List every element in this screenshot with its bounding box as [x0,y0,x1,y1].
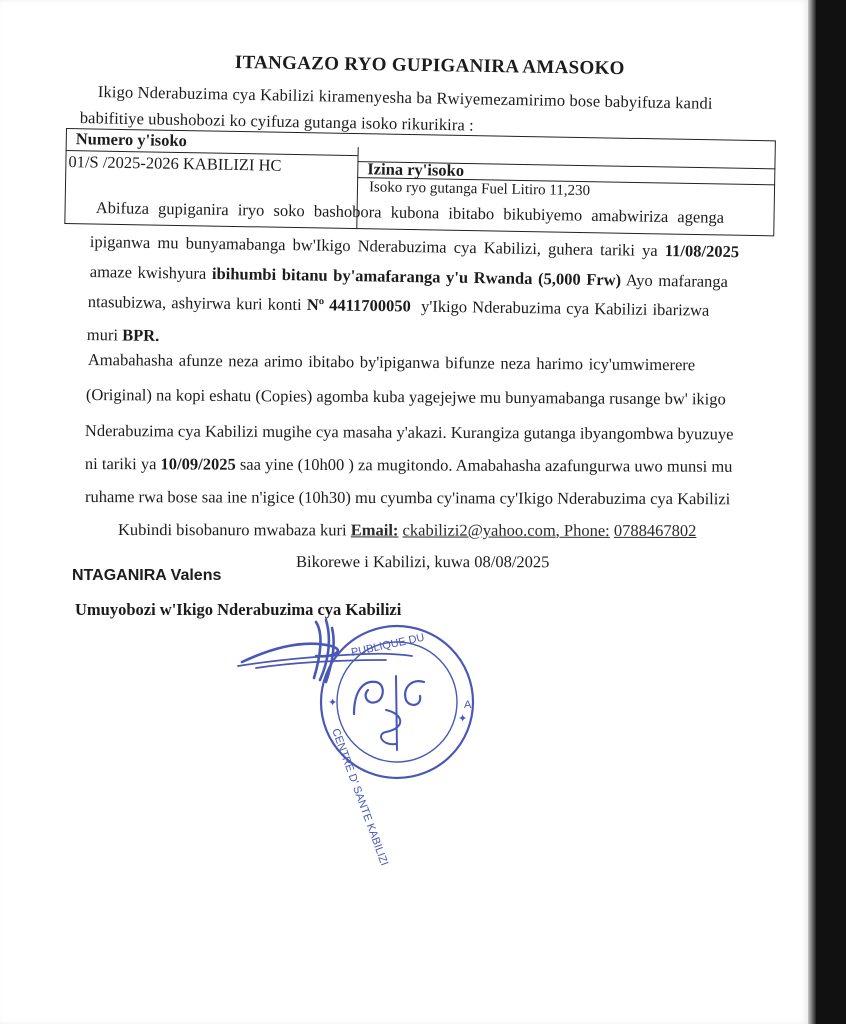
paragraph-2-line-4 [85,454,733,477]
paragraph-text: saa yine (10h00 ) za mugitondo. Amabahasha azafungurwa uwo munsi mu [239,454,733,476]
screen-right-border [808,0,846,1024]
stamp-star-icon: ✦ [458,713,468,725]
tender-name-cell: Isoko ryo gutanga Fuel Litiro 11,230 [368,179,591,200]
paragraph-text: ipiganwa mu bunyamabanga bw'Ikigo Nderabuzima cya Kabilizi, guhera tariki ya [89,232,658,260]
stamp-star-icon: ✦ [328,697,338,709]
paragraph-1-line-3 [90,262,728,292]
phone-label: , Phone: [555,520,610,540]
intro-line-1: Ikigo Nderabuzima cya Kabilizi kiramenyesha ba Rwiyemezamirimo bose babyifuza kandi [97,82,713,113]
phone-number[interactable]: 0788467802 [613,520,697,541]
signatory-title: Umuyobozi w'Ikigo Nderabuzima cya Kabilizi [75,600,402,619]
email-label: Email: [350,520,399,540]
email-link[interactable]: ckabilizi2@yahoo.com [402,520,556,540]
stamp-text: PUBLIQUE DU [350,631,426,659]
stamp-text: CENTRE D' SANTE KABILIZI [329,726,391,868]
stamp-text: A [464,699,472,711]
contact-prefix: Kubindi bisobanuro mwabaza kuri [117,520,347,540]
paragraph-text: ntasubizwa, ashyirwa kuri konti [87,292,302,314]
border-shade [808,0,816,1024]
signature-strokes [242,620,338,682]
paragraph-text: ni tariki ya [84,454,157,474]
paragraph-1-line-5 [87,325,160,346]
fee-amount: ibihumbi bitanu by'amafaranga y'u Rwanda (5,000 Frw) [211,263,622,290]
table-header-number: Numero y'isoko [75,129,188,151]
paragraph-text: y'Ikigo Nderabuzima cya Kabilizi ibarizwa [410,296,710,320]
table-header-name: Izina ry'isoko [367,159,465,180]
caduceus-staff-icon [381,676,400,750]
account-number: Nº 4411700050 [306,295,411,316]
paragraph-text: muri [86,325,119,345]
document-title: ITANGAZO RYO GUPIGANIRA AMASOKO [234,52,625,80]
deadline-date: 10/09/2025 [160,454,236,474]
bank-name: BPR. [122,325,160,346]
paragraph-2-line-5: ruhame rwa bose saa ine n'igice (10h30) mu cyumba cy'inama cy'Ikigo Nderabuzima cya Kabilizi [84,487,731,509]
paragraph-1-line-2 [90,232,739,262]
paragraph-text: amaze kwishyura [89,262,207,283]
paragraph-2-line-2: (Original) na kopi eshatu (Copies) agomba kuba yagejejwe mu bunyamabanga rusange bw' ikigo [85,385,726,409]
start-date: 11/08/2025 [664,241,740,262]
official-stamp-and-signature [236,610,500,868]
paragraph-text: Ayo mafaranga [625,270,729,292]
tender-number-cell: 01/S /2025-2026 KABILIZI HC [68,152,282,175]
caduceus-snakes-icon [354,681,424,714]
paragraph-1-line-1: Abifuza gupiganira iryo soko bashobora kubona ibitabo bikubiyemo amabwiriza agenga [95,198,725,227]
date-place-line: Bikorewe i Kabilizi, kuwa 08/08/2025 [295,552,550,572]
contact-line [118,520,696,541]
intro-line-2: babifitiye ubushobozi ko cyifuza gutanga isoko rikurikira : [79,108,474,135]
paragraph-1-line-4 [88,292,710,321]
paragraph-2-line-3: Nderabuzima cya Kabilizi mugihe cya masaha y'akazi. Kurangiza gutanga ibyangombwa byuzuye [84,421,734,444]
signatory-name: NTAGANIRA Valens [72,567,222,584]
paragraph-2-line-1: Amabahasha afunze neza arimo ibitabo by'ipiganwa bifunze neza harimo icy'umwimerere [87,350,696,375]
